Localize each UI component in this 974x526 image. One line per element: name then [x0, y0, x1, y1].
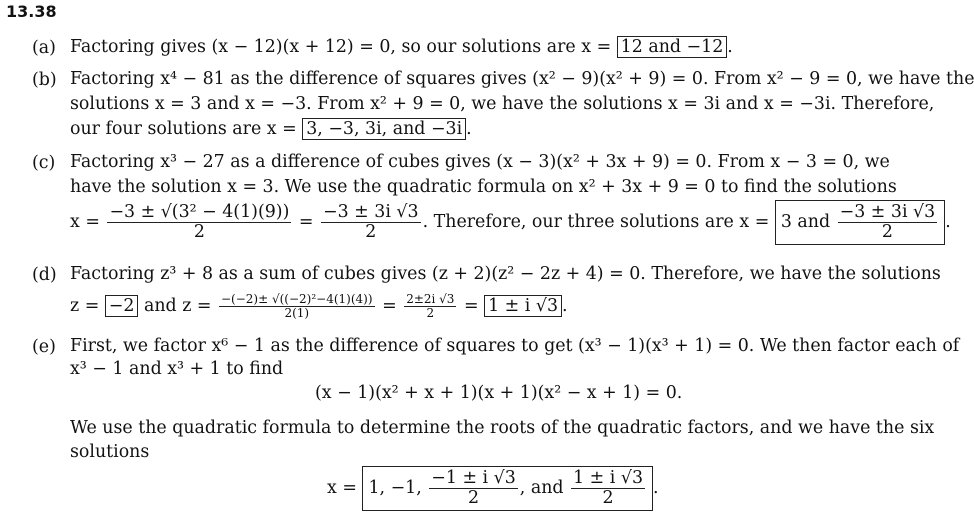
part-e-x-eq: x = [327, 478, 357, 499]
part-b-line3 [70, 120, 472, 139]
part-d-frac2-den: 2 [426, 306, 435, 321]
part-d-frac1-num: −(−2)± √((−2)²−4(1)(4)) [221, 292, 373, 306]
part-a-line [70, 38, 733, 57]
part-d-frac2-num: 2±2i √3 [406, 292, 455, 306]
part-e-frac2-num: 1 ± i √3 [573, 468, 644, 488]
problem-number: 13.38 [6, 2, 57, 21]
part-b-label: (b) [32, 70, 57, 90]
part-e-ans-and: , and [519, 478, 564, 499]
part-e-line4: solutions [70, 442, 150, 462]
part-d-end: . [562, 296, 568, 317]
part-d-and-z: and z = [143, 296, 212, 317]
part-e-line1: First, we factor x⁶ − 1 as the difference of squares to get (x³ − 1)(x³ + 1) = 0. We then factor each of [70, 336, 960, 356]
part-c-frac1-num: −3 ± √(3² − 4(1)(9)) [109, 202, 290, 222]
part-e-equation: (x − 1)(x² + x + 1)(x + 1)(x² − x + 1) = 0. [315, 383, 683, 403]
part-c-frac1-den: 2 [193, 222, 205, 243]
part-d-frac2 [404, 293, 456, 320]
part-c-end: . [945, 212, 951, 233]
part-a-end: . [727, 37, 733, 57]
part-c-frac2 [321, 203, 421, 242]
part-e-frac1-den: 2 [467, 488, 480, 509]
part-c-mid: . Therefore, our three solutions are x = [422, 212, 770, 233]
part-a-label: (a) [32, 38, 56, 58]
part-e-frac1 [429, 469, 518, 508]
part-d-answer1-box: −2 [105, 295, 139, 317]
part-e-ans-a: 1, −1, [368, 478, 422, 499]
part-b-answer-box: 3, −3, 3i, and −3i [302, 118, 466, 140]
part-c-line1: Factoring x³ − 27 as a difference of cubes gives (x − 3)(x² + 3x + 9) = 0. From x − 3 = 0, we [70, 152, 890, 172]
part-b-line2: solutions x = 3 and x = −3. From x² + 9 = 0, we have the solutions x = 3i and x = −3i. Therefore, [70, 94, 935, 114]
part-e-frac2 [571, 469, 645, 508]
part-c-line2: have the solution x = 3. We use the quadratic formula on x² + 3x + 9 = 0 to find the solutions [70, 177, 897, 197]
part-b-end: . [466, 119, 472, 139]
part-e-end: . [653, 478, 659, 499]
part-c-x-eq: x = [70, 212, 100, 233]
part-c-formula-line [70, 200, 951, 245]
part-b-line3-text: our four solutions are x = [70, 119, 297, 139]
part-e-frac1-num: −1 ± i √3 [431, 468, 516, 488]
part-e-line3: We use the quadratic formula to determine the roots of the quadratic factors, and we have the six [70, 418, 935, 438]
part-d-eq: = [382, 296, 397, 317]
part-d-eq2: = [463, 296, 479, 317]
part-b-line1: Factoring x⁴ − 81 as the difference of squares gives (x² − 9)(x² + 9) = 0. From x² − 9 = 0, we have the [70, 69, 974, 89]
part-c-label: (c) [32, 153, 56, 173]
part-c-eq: = [298, 212, 314, 233]
part-d-frac1 [219, 293, 375, 320]
part-d-label: (d) [32, 265, 57, 285]
part-e-answer-box [362, 466, 653, 511]
part-a-text: Factoring gives (x − 12)(x + 12) = 0, so our solutions are x = [70, 37, 612, 57]
part-c-answer-frac [838, 203, 938, 242]
part-e-line2: x³ − 1 and x³ + 1 to find [70, 359, 284, 379]
part-c-frac2-num: −3 ± 3i √3 [323, 202, 419, 222]
part-c-answer-text: 3 and [780, 212, 831, 233]
part-c-answer-num: −3 ± 3i √3 [839, 202, 936, 222]
part-d-formula-line [70, 293, 568, 320]
part-d-answer2-box: 1 ± i √3 [484, 295, 562, 317]
part-e-label: (e) [32, 337, 56, 357]
part-d-frac1-den: 2(1) [284, 306, 310, 321]
part-c-answer-den: 2 [881, 222, 893, 243]
part-e-frac2-den: 2 [602, 488, 614, 509]
part-e-answer-line [327, 466, 659, 511]
part-c-answer-box [775, 200, 945, 245]
part-a-answer-box: 12 and −12 [617, 36, 728, 58]
part-d-line1: Factoring z³ + 8 as a sum of cubes gives (z + 2)(z² − 2z + 4) = 0. Therefore, we have the solutions [70, 264, 941, 284]
part-d-z-eq: z = [70, 296, 100, 317]
part-c-frac1 [107, 203, 291, 242]
part-c-frac2-den: 2 [365, 222, 377, 243]
